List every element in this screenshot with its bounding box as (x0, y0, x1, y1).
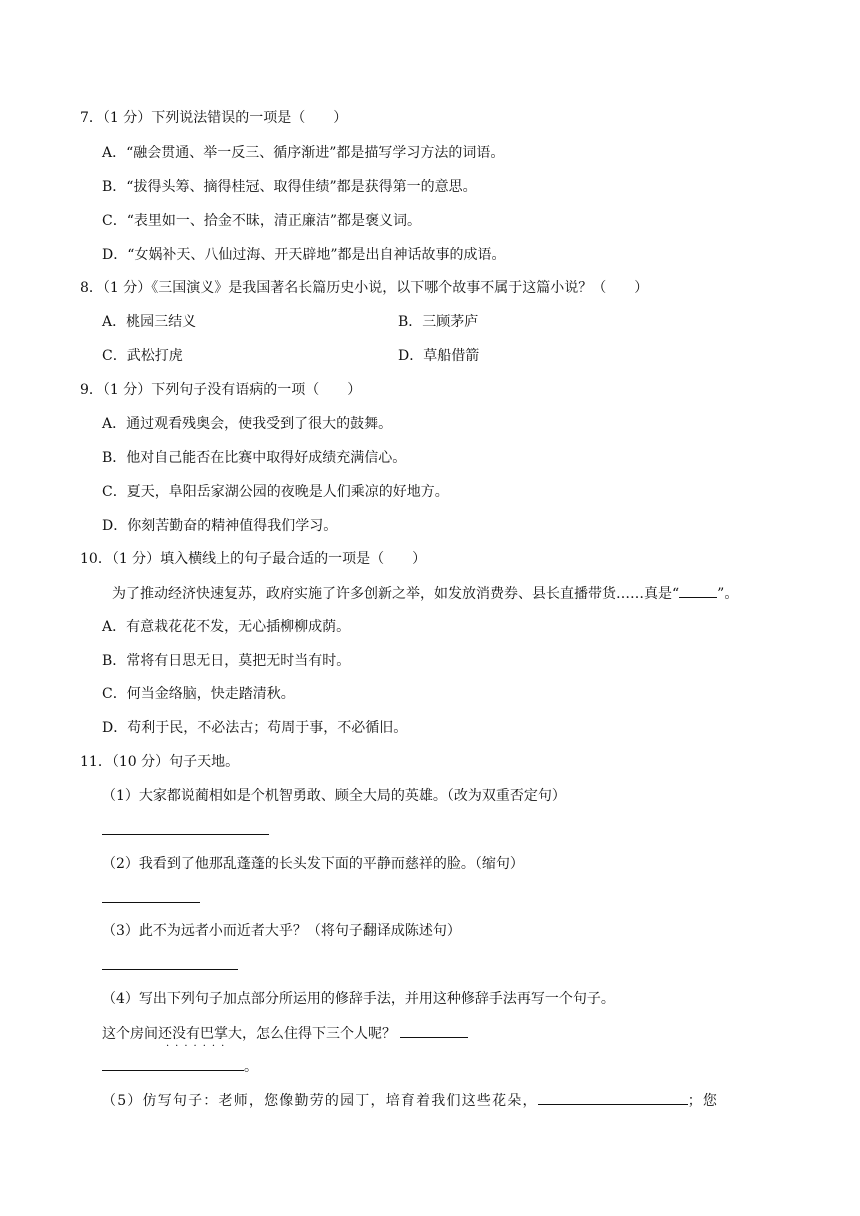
q11-sub5-before: （5）仿写句子：老师，您像勤劳的园丁，培育着我们这些花朵， (102, 1093, 538, 1109)
q8-option-c: C．武松打虎 (102, 348, 183, 364)
q7-option-d: D．“女娲补天、八仙过海、开天辟地”都是出自神话故事的成语。 (102, 247, 506, 263)
q10-option-a: A．有意栽花花不发，无心插柳柳成荫。 (102, 619, 351, 635)
q11-sub3: （3）此不为远者小而近者大乎？（将句子翻译成陈述句） (102, 923, 461, 939)
q11-stem: 11．（10 分）句子天地。 (80, 754, 240, 770)
q11-sub1-answer-line[interactable] (102, 834, 269, 835)
q10-passage (112, 583, 738, 604)
q11-sub1: （1）大家都说蔺相如是个机智勇敢、顾全大局的英雄。（改为双重否定句） (102, 788, 566, 804)
q11-sub4-sentence-line (102, 1023, 468, 1044)
q11-sub4-end: 。 (244, 1059, 258, 1075)
q11-sub3-answer-line[interactable] (102, 969, 238, 970)
q9-option-d: D．你刻苦勤奋的精神值得我们学习。 (102, 518, 338, 534)
q9-option-a: A．通过观看残奥会，使我受到了很大的鼓舞。 (102, 416, 393, 432)
q8-option-d: D．草船借箭 (398, 348, 480, 364)
q9-stem: 9．（1 分）下列句子没有语病的一项（ ） (80, 382, 362, 398)
q10-answer-blank[interactable] (679, 583, 717, 598)
q9-option-c: C．夏天，阜阳岳家湖公园的夜晚是人们乘凉的好地方。 (102, 484, 449, 500)
q7-option-b: B．“拔得头筹、摘得桂冠、取得佳绩”都是获得第一的意思。 (102, 179, 477, 195)
emphasis-dots: ······· (166, 1041, 231, 1052)
q10-option-c: C．何当金络脑，快走踏清秋。 (102, 686, 295, 702)
q7-option-a: A．“融会贯通、举一反三、循序渐进”都是描写学习方法的词语。 (102, 145, 505, 161)
q10-passage-after: ”。 (717, 586, 739, 602)
q11-sub2: （2）我看到了他那乱蓬蓬的长头发下面的平静而慈祥的脸。（缩句） (102, 856, 524, 872)
q8-option-b: B．三顾茅庐 (398, 314, 479, 330)
q10-option-b: B．常将有日思无日，莫把无时当有时。 (102, 653, 351, 669)
q7-stem: 7．（1 分）下列说法错误的一项是（ ） (80, 110, 348, 126)
q10-passage-before: 为了推动经济快速复苏，政府实施了许多创新之举，如发放消费券、县长直播带货……真是“ (112, 586, 680, 602)
q11-sub4-sentence: 这个房间还没有巴掌大，怎么住得下三个人呢？ (102, 1026, 396, 1042)
q8-stem: 8．（1 分）《三国演义》是我国著名长篇历史小说，以下哪个故事不属于这篇小说？（ ） (80, 280, 649, 296)
q7-option-c: C．“表里如一、拾金不昧，清正廉洁”都是褒义词。 (102, 213, 422, 229)
q10-stem: 10．（1 分）填入横线上的句子最合适的一项是（ ） (80, 551, 427, 567)
q11-sub5-answer-blank[interactable] (538, 1090, 688, 1105)
q11-sub4-answer-blank[interactable] (400, 1023, 468, 1038)
q11-sub4-second-line (102, 1056, 258, 1077)
q9-option-b: B．他对自己能否在比赛中取得好成绩充满信心。 (102, 450, 407, 466)
q8-option-a: A．桃园三结义 (102, 314, 197, 330)
q11-sub5 (102, 1090, 718, 1111)
q11-sub2-answer-line[interactable] (102, 902, 200, 903)
q11-sub4-sentence-blank[interactable] (102, 1056, 244, 1071)
q10-option-d: D．苟利于民，不必法古；苟周于事，不必循旧。 (102, 720, 408, 736)
q11-sub5-after: ；您 (687, 1093, 719, 1109)
q11-sub4: （4）写出下列句子加点部分所运用的修辞手法，并用这种修辞手法再写一个句子。 (102, 991, 615, 1007)
